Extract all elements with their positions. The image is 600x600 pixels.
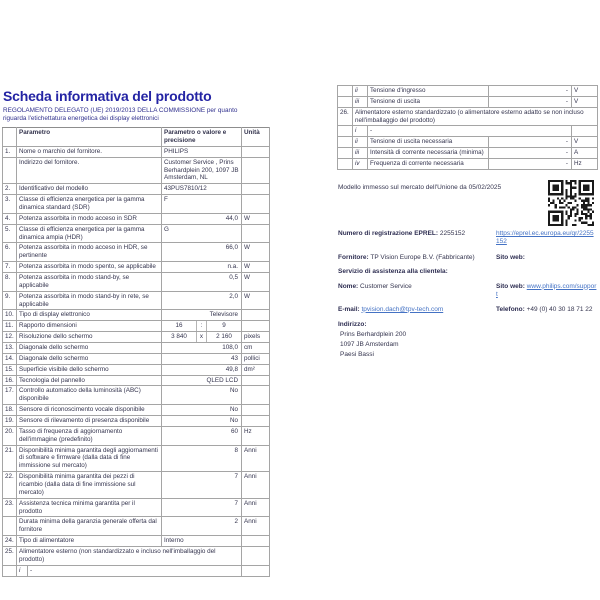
param-sub-number: ii — [353, 86, 368, 97]
supplier-name: TP Vision Europe B.V. (Fabbricante) — [370, 253, 475, 261]
param-number: 16. — [3, 375, 17, 386]
param-unit: Hz — [572, 159, 598, 170]
param-value: - — [489, 159, 572, 170]
table-row — [3, 405, 270, 416]
table-row — [3, 243, 270, 262]
param-label: Intensità di corrente necessaria (minima) — [368, 148, 489, 159]
left-column — [2, 88, 269, 577]
table-row — [3, 157, 270, 184]
service-email-link[interactable]: tpvision.dach@tpv-tech.com — [361, 305, 444, 313]
address-label: Indirizzo: — [338, 320, 367, 328]
param-number: 17. — [3, 386, 17, 405]
param-value: 8 — [162, 445, 242, 472]
param-label: Potenza assorbita in modo acceso in HDR, se pertinente — [17, 243, 162, 262]
param-value: F — [162, 195, 242, 214]
parameters-table-left — [2, 127, 270, 577]
table-row — [3, 426, 270, 445]
param-sub-number: iii — [353, 148, 368, 159]
service-email — [337, 306, 496, 314]
param-number — [3, 517, 17, 536]
param-label: Tasso di frequenza di aggiornamento dell'immagine (predefinito) — [17, 426, 162, 445]
param-value: - — [28, 565, 242, 576]
param-value: 49,8 — [162, 364, 242, 375]
param-label: Rapporto dimensioni — [17, 321, 162, 332]
table-row — [338, 126, 598, 137]
param-unit: W — [242, 243, 270, 262]
param-value: 108,0 — [162, 343, 242, 354]
param-number: 23. — [3, 498, 17, 517]
eprel-number: 2255152 — [439, 229, 466, 237]
param-label: Disponibilità minima garantita degli aggiornamenti di software e firmware (dalla data di fine immissione sul mercato) — [17, 445, 162, 472]
param-label: Potenza assorbita in modo spento, se applicabile — [17, 262, 162, 273]
eprel-link[interactable]: https://eprel.ec.europa.eu/qr/2255152 — [496, 229, 594, 246]
param-value: - — [489, 86, 572, 97]
param-value: G — [162, 224, 242, 243]
param-label: Tensione d'ingresso — [368, 86, 489, 97]
param-unit: W — [242, 272, 270, 291]
param-number: 10. — [3, 310, 17, 321]
param-label: Durata minima della garanzia generale offerta dal fornitore — [17, 517, 162, 536]
param-unit — [242, 405, 270, 416]
param-unit: V — [572, 86, 598, 97]
param-number: 18. — [3, 405, 17, 416]
service-email-row — [337, 306, 597, 314]
param-number: 19. — [3, 416, 17, 427]
param-value: 44,0 — [162, 213, 242, 224]
param-sub-number: iii — [353, 96, 368, 107]
param-number: 22. — [3, 472, 17, 499]
param-unit: W — [242, 213, 270, 224]
param-number — [3, 157, 17, 184]
param-label: Potenza assorbita in modo acceso in SDR — [17, 213, 162, 224]
address-line: 1097 JB Amsterdam — [340, 340, 399, 348]
table-row — [3, 224, 270, 243]
service-phone-cell — [496, 306, 597, 314]
param-unit — [242, 157, 270, 184]
param-unit — [242, 184, 270, 195]
param-number — [338, 96, 353, 107]
col-header-value: Parametro o valore e precisione — [162, 128, 242, 147]
split-value-part: 2 160 — [216, 333, 232, 341]
eprel-label: Numero di registrazione EPREL: — [338, 229, 439, 237]
param-value: 7 — [162, 498, 242, 517]
param-value: Televisore — [162, 310, 242, 321]
param-number: 6. — [3, 243, 17, 262]
table-row — [3, 184, 270, 195]
param-number: 14. — [3, 353, 17, 364]
param-label: Diagonale dello schermo — [17, 343, 162, 354]
param-label: Superficie visibile dello schermo — [17, 364, 162, 375]
split-value-part: 16 — [175, 322, 183, 330]
table-row — [3, 517, 270, 536]
market-entry-block — [337, 180, 597, 226]
param-unit: Anni — [242, 498, 270, 517]
param-unit: Hz — [242, 426, 270, 445]
param-unit — [242, 310, 270, 321]
param-label: Tensione di uscita necessaria — [368, 137, 489, 148]
param-number: 3. — [3, 195, 17, 214]
param-label: Sensore di rilevamento di presenza disponibile — [17, 416, 162, 427]
param-unit: cm — [242, 343, 270, 354]
regulation-text: REGOLAMENTO DELEGATO (UE) 2019/2013 DELLA COMMISSIONE per quanto riguarda l'etichettatura energetica dei display elettronici — [3, 107, 238, 123]
col-header-parameter: Parametro — [17, 128, 162, 147]
split-value-part: : — [196, 321, 207, 331]
param-number: 26. — [338, 107, 353, 126]
supplier-info — [337, 254, 496, 262]
param-number: 7. — [3, 262, 17, 273]
param-value: 66,0 — [162, 243, 242, 262]
right-column — [337, 85, 597, 359]
qr-code-icon — [548, 180, 594, 226]
supplier-website-label: Sito web: — [496, 253, 525, 261]
param-value: - — [489, 96, 572, 107]
table-row — [3, 291, 270, 310]
table-row — [3, 272, 270, 291]
table-row — [3, 310, 270, 321]
param-value: Customer Service , Prins Berhardplein 200, 1097 JB Amsterdam, NL — [162, 157, 242, 184]
table-row — [3, 472, 270, 499]
param-unit: V — [572, 96, 598, 107]
param-unit — [242, 547, 270, 566]
param-value: No — [162, 416, 242, 427]
param-value: Interno — [162, 536, 242, 547]
param-unit — [242, 146, 270, 157]
address-line: Paesi Bassi — [340, 350, 374, 358]
table-row — [338, 137, 598, 148]
table-row — [3, 332, 270, 343]
param-unit — [242, 536, 270, 547]
param-number — [338, 86, 353, 97]
param-value: 0,5 — [162, 272, 242, 291]
param-value: 7 — [162, 472, 242, 499]
param-unit: pixels — [242, 332, 270, 343]
service-name-value: Customer Service — [360, 282, 412, 290]
service-website-link[interactable]: www.philips.com/support — [496, 282, 597, 299]
param-unit: A — [572, 148, 598, 159]
service-heading: Servizio di assistenza alla clientela: — [338, 268, 448, 276]
table-row — [338, 159, 598, 170]
parameters-table-right — [337, 85, 598, 170]
param-label: Nome o marchio del fornitore. — [17, 146, 162, 157]
param-value-split — [162, 321, 242, 332]
table-row — [338, 86, 598, 97]
param-value: QLED LCD — [162, 375, 242, 386]
eprel-link-cell — [496, 230, 597, 247]
param-number: 21. — [3, 445, 17, 472]
address — [337, 321, 597, 359]
param-value: No — [162, 386, 242, 405]
param-unit: Anni — [242, 445, 270, 472]
param-label: Classe di efficienza energetica per la gamma dinamica ampia (HDR) — [17, 224, 162, 243]
param-label: Risoluzione dello schermo — [17, 332, 162, 343]
table-row — [3, 364, 270, 375]
param-label: Frequenza di corrente necessaria — [368, 159, 489, 170]
param-number: 12. — [3, 332, 17, 343]
param-unit — [242, 195, 270, 214]
service-email-label: E-mail: — [338, 305, 360, 313]
param-unit — [242, 375, 270, 386]
param-label: Controllo automatico della luminosità (ABC) disponibile — [17, 386, 162, 405]
service-website-cell — [496, 283, 597, 300]
param-value: 43PUS7810/12 — [162, 184, 242, 195]
param-number: 20. — [3, 426, 17, 445]
param-number: 2. — [3, 184, 17, 195]
market-entry-text: Modello immesso sul mercato dell'Unione da 05/02/2025 — [338, 183, 502, 191]
split-value-part: x — [196, 332, 207, 342]
address-block — [337, 321, 597, 359]
param-value: No — [162, 405, 242, 416]
service-name-label: Nome: — [338, 282, 359, 290]
table-row — [3, 343, 270, 354]
param-unit — [242, 565, 270, 576]
param-unit: Anni — [242, 472, 270, 499]
param-value: - — [368, 126, 572, 137]
param-span-label: Alimentatore esterno standardizzato (o alimentatore esterno adatto se non incluso nell'imballaggio del prodotto) — [353, 107, 598, 126]
param-value: - — [489, 137, 572, 148]
table-row — [3, 213, 270, 224]
param-unit: dm² — [242, 364, 270, 375]
table-row — [338, 107, 598, 126]
param-sub-number: iv — [353, 159, 368, 170]
address-line: Prins Berhardplein 200 — [340, 330, 407, 338]
param-unit — [572, 126, 598, 137]
service-name-row — [337, 283, 597, 300]
param-unit: W — [242, 291, 270, 310]
param-label: Tensione di uscita — [368, 96, 489, 107]
header-number-cell — [3, 128, 17, 147]
table-row — [3, 262, 270, 273]
table-header-row — [3, 128, 270, 147]
param-sub-number: ii — [353, 137, 368, 148]
page-title: Scheda informativa del prodotto — [3, 88, 212, 104]
split-value-part: 9 — [222, 322, 226, 330]
supplier-website-cell — [496, 254, 597, 262]
table-row — [3, 498, 270, 517]
param-unit — [242, 386, 270, 405]
param-unit: W — [242, 262, 270, 273]
supplier-row — [337, 254, 597, 262]
param-value: n.a. — [162, 262, 242, 273]
param-label: Tecnologia del pannello — [17, 375, 162, 386]
eprel-registration — [337, 230, 496, 247]
param-unit: V — [572, 137, 598, 148]
param-unit — [242, 224, 270, 243]
param-value: 43 — [162, 353, 242, 364]
service-website-label: Sito web: — [496, 282, 525, 290]
param-number: 1. — [3, 146, 17, 157]
table-row — [3, 353, 270, 364]
param-sub-number: i — [17, 565, 28, 576]
param-unit: pollici — [242, 353, 270, 364]
param-value: PHILIPS — [162, 146, 242, 157]
table-row — [3, 536, 270, 547]
param-number: 9. — [3, 291, 17, 310]
param-number: 15. — [3, 364, 17, 375]
param-label: Tipo di alimentatore — [17, 536, 162, 547]
param-value: - — [489, 148, 572, 159]
param-number — [338, 148, 353, 159]
param-value: 2,0 — [162, 291, 242, 310]
param-number: 8. — [3, 272, 17, 291]
service-heading-row — [337, 268, 597, 276]
table-row — [3, 146, 270, 157]
table-row — [3, 445, 270, 472]
table-row — [338, 148, 598, 159]
service-phone-value: +49 (0) 40 30 18 71 22 — [526, 305, 593, 313]
param-value-split — [162, 332, 242, 343]
service-name — [337, 283, 496, 300]
table-row — [338, 96, 598, 107]
param-number: 4. — [3, 213, 17, 224]
param-number — [3, 565, 17, 576]
table-row — [3, 375, 270, 386]
param-label: Potenza assorbita in modo stand-by in rete, se applicabile — [17, 291, 162, 310]
table-row — [3, 386, 270, 405]
table-row — [3, 321, 270, 332]
param-number — [338, 126, 353, 137]
param-number: 11. — [3, 321, 17, 332]
param-value: 2 — [162, 517, 242, 536]
table-row — [3, 195, 270, 214]
param-unit — [242, 321, 270, 332]
param-number: 5. — [3, 224, 17, 243]
param-number — [338, 137, 353, 148]
split-value-part: 3 840 — [171, 333, 187, 341]
param-number: 13. — [3, 343, 17, 354]
param-number: 25. — [3, 547, 17, 566]
param-unit — [242, 416, 270, 427]
param-unit: Anni — [242, 517, 270, 536]
address-lines — [338, 331, 597, 359]
param-label: Potenza assorbita in modo stand-by, se applicabile — [17, 272, 162, 291]
param-number — [338, 159, 353, 170]
table-row — [3, 547, 270, 566]
param-label: Assistenza tecnica minima garantita per il prodotto — [17, 498, 162, 517]
param-label: Tipo di display elettronico — [17, 310, 162, 321]
param-label: Disponibilità minima garantita dei pezzi di ricambio (dalla data di fine immissione sul mercato) — [17, 472, 162, 499]
param-value: 60 — [162, 426, 242, 445]
param-span-label: Alimentatore esterno (non standardizzato e incluso nell'imballaggio del prodotto) — [17, 547, 242, 566]
table-row — [3, 416, 270, 427]
param-number: 24. — [3, 536, 17, 547]
param-label: Sensore di riconoscimento vocale disponibile — [17, 405, 162, 416]
service-phone-label: Telefono: — [496, 305, 525, 313]
param-sub-number: i — [353, 126, 368, 137]
supplier-label: Fornitore: — [338, 253, 369, 261]
param-label: Indirizzo del fornitore. — [17, 157, 162, 184]
param-label: Identificativo del modello — [17, 184, 162, 195]
param-label: Classe di efficienza energetica per la gamma dinamica standard (SDR) — [17, 195, 162, 214]
col-header-unit: Unità — [242, 128, 270, 147]
table-row — [3, 565, 270, 576]
eprel-row — [337, 230, 597, 247]
param-label: Diagonale dello schermo — [17, 353, 162, 364]
